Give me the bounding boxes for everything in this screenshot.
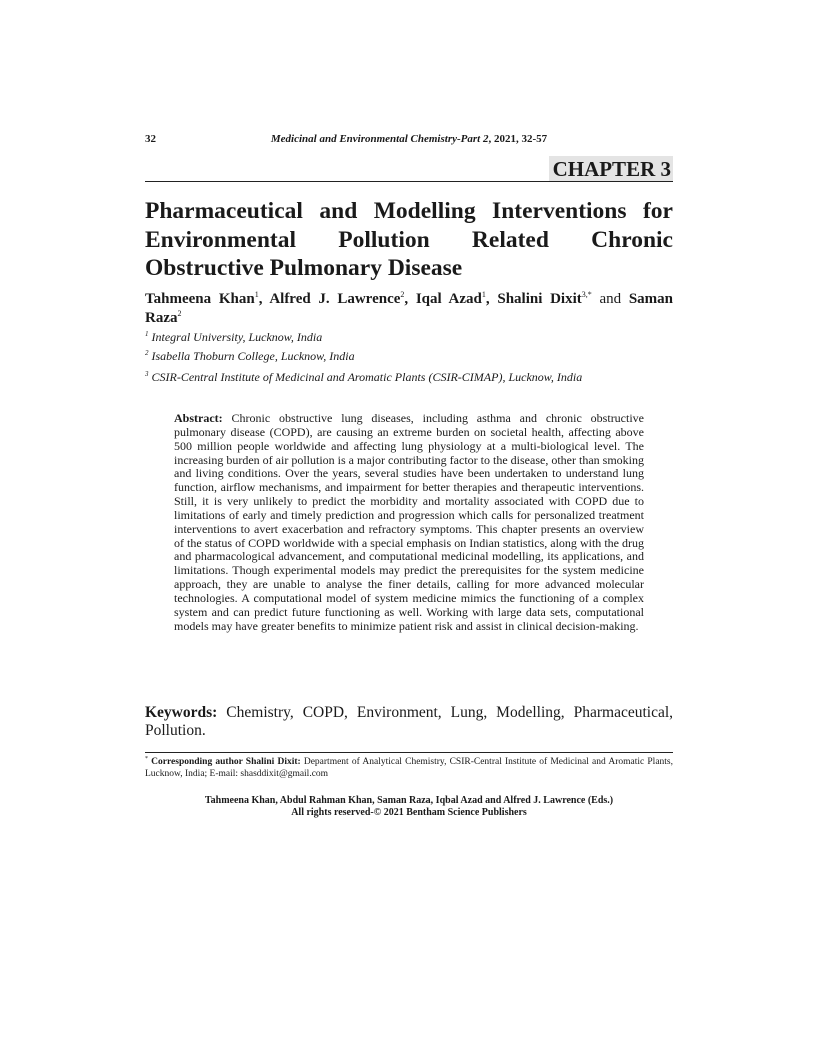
author-separator: , <box>258 291 270 307</box>
author-name: Shalini Dixit <box>497 291 582 307</box>
affiliation <box>145 370 673 384</box>
chapter-label: CHAPTER 3 <box>549 156 673 181</box>
affiliation <box>145 349 673 363</box>
author-affiliation-mark: 1 <box>254 290 259 299</box>
affiliation-number: 2 <box>145 349 149 357</box>
footnote-marker: * <box>145 756 148 762</box>
keywords-label: Keywords: <box>145 704 218 721</box>
abstract-label: Abstract: <box>174 411 223 425</box>
affiliation-text: CSIR-Central Institute of Medicinal and Aromatic Plants (CSIR-CIMAP), Lucknow, India <box>151 370 583 384</box>
chapter-divider <box>145 181 673 182</box>
copyright-line: All rights reserved-© 2021 Bentham Science Publishers <box>291 806 527 818</box>
footnote <box>145 757 673 780</box>
running-head <box>145 133 673 149</box>
keywords-text: Chemistry, COPD, Environment, Lung, Modelling, Pharmaceutical, Pollution. <box>145 704 674 739</box>
author-affiliation-mark: 2 <box>177 309 182 318</box>
author-separator: and <box>591 291 629 307</box>
keywords <box>145 704 673 740</box>
affiliation-text: Isabella Thoburn College, Lucknow, India <box>151 349 355 363</box>
author-affiliation-mark: 3,* <box>581 290 592 299</box>
footnote-label: Corresponding author Shalini Dixit: <box>151 757 301 767</box>
editors-line: Tahmeena Khan, Abdul Rahman Khan, Saman Raza, Iqbal Azad and Alfred J. Lawrence (Eds.) <box>204 795 614 806</box>
editors-credit <box>145 795 673 818</box>
author-affiliation-mark: 1 <box>481 290 486 299</box>
footnote-text: Department of Analytical Chemistry, CSIR-Central Institute of Medicinal and Aromatic Plants, Lucknow, India; E-mail: shasddixit@gmail.com <box>145 757 673 779</box>
affiliation-number: 1 <box>145 330 149 338</box>
affiliation-text: Integral University, Lucknow, India <box>151 330 323 344</box>
journal-details: , 2021, 32-57 <box>488 133 548 145</box>
author-separator: , <box>485 291 498 307</box>
page-number: 32 <box>145 133 156 145</box>
author-name: Alfred J. Lawrence <box>269 291 401 307</box>
abstract-text: Chronic obstructive lung diseases, including asthma and chronic obstructive pulmonary disease (COPD), are causing an extreme burden on societal health, affecting above 500 million people worldwide and affecting lung physiology at a multi-biological level. The increasing burden of air pollution is a major contributing factor to the disease, other than smoking and living conditions. Over the years, several studies have been undertaken to understand lung function, airflow mechanisms, and impairment for better therapies and therapeutic interventions. Still, it is very unlikely to predict the morbidity and mortality associated with COPD due to limitations of early and timely prediction and progression which calls for personalized treatment interventions to avert exacerbation and refractory symptoms. This chapter presents an overview of the status of COPD worldwide with a special emphasis on Indian statistics, along with the drug and pharmacological advancement, and computational medicinal modelling, its applications, and limitations. Though experimental models may predict the prerequisites for the system medicine approach, they are unable to analyse the finer details, calling for more advanced molecular technologies. A computational model of system medicine mimics the functioning of a complex system and can predict future functioning as well. Working with large data sets, computational models may have greater benefits to minimize patient risk and assist in clinical decision-making. <box>174 411 645 633</box>
author-separator: , <box>404 291 416 307</box>
author-list <box>145 290 673 328</box>
abstract <box>174 412 644 634</box>
affiliation <box>145 330 673 344</box>
journal-citation <box>145 133 673 145</box>
author-name: Iqal Azad <box>415 291 482 307</box>
author-affiliation-mark: 2 <box>400 290 405 299</box>
footnote-divider <box>145 752 673 753</box>
affiliation-number: 3 <box>145 370 149 378</box>
author-name: Tahmeena Khan <box>145 291 255 307</box>
chapter-title: Pharmaceutical and Modelling Interventions for Environmental Pollution Related Chronic Obstructive Pulmonary Disease <box>145 198 673 281</box>
journal-title: Medicinal and Environmental Chemistry-Part 2 <box>270 133 489 145</box>
author-name: Saman Raza <box>145 291 673 326</box>
